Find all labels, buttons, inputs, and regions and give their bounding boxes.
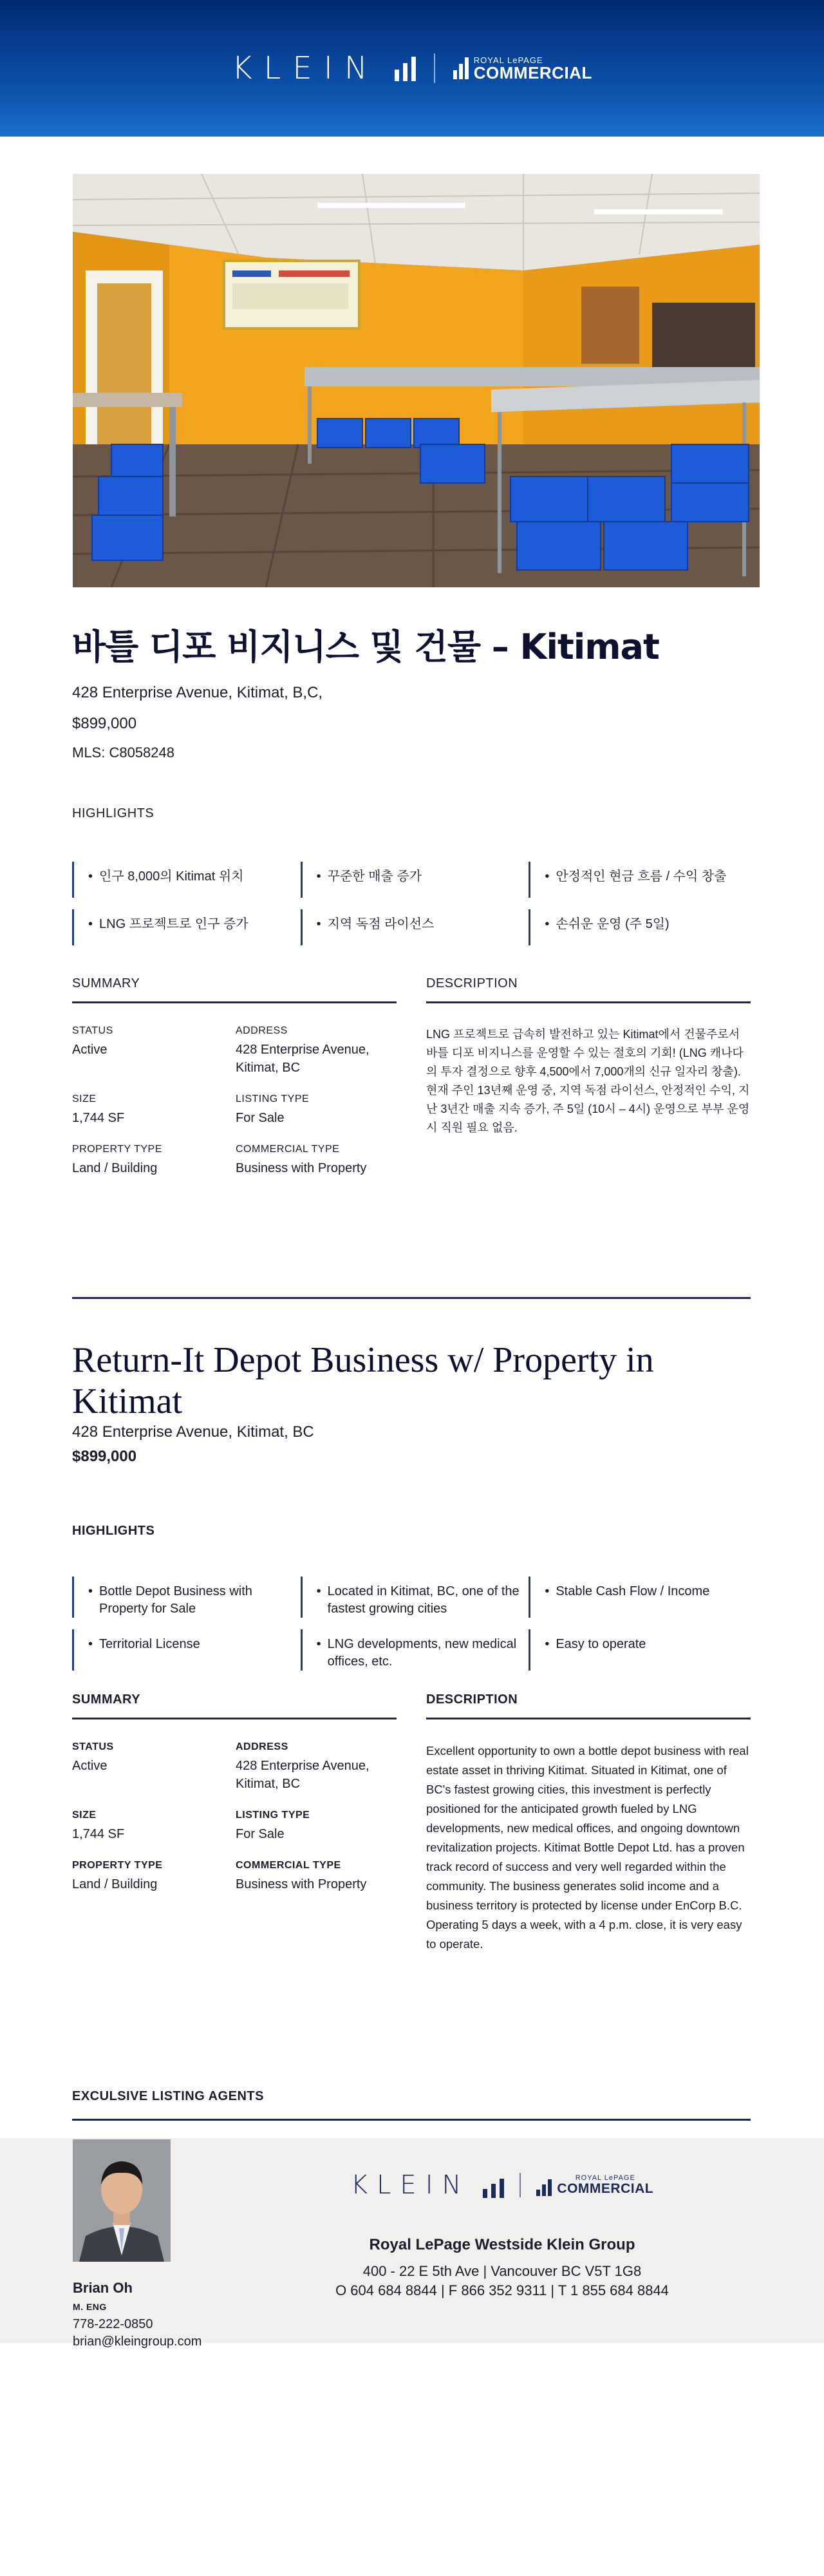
agents-divider [72, 2119, 751, 2121]
logo-divider [434, 53, 435, 83]
list-item: • Bottle Depot Business with Property for Sale [72, 1577, 294, 1618]
agent-info [73, 2280, 201, 2349]
korean-price: $899,000 [72, 715, 137, 732]
list-item: • 안정적인 현금 흐름 / 수익 창출 [529, 862, 751, 898]
list-item: • LNG developments, new medical offices, etc. [301, 1629, 523, 1671]
english-description-text: Excellent opportunity to own a bottle depot business with real estate asset in thriving Kitimat. Situated in Kitimat, one of BC's fastest growing cities, this investment is perfectly positioned for the anticipated growth fueled by LNG developments, new medical offices, and ongoing downtown revitalization projects. Kitimat Bottle Depot Ltd. has a proven track record of success and very well regarded within the community. The business generates solid income and a business territory is protected by license under EnCorp B.C. Operating 5 days a week, with a 4 p.m. close, it is very easy to operate. [426, 1744, 749, 1951]
english-description [426, 1692, 751, 1954]
list-item: • LNG 프로젝트로 인구 증가 [72, 909, 294, 945]
klein-wordmark: KLEIN [350, 2170, 471, 2200]
size-value: 1,744 SF [72, 1827, 125, 1841]
english-highlights-list [72, 1577, 751, 1671]
list-item: • 인구 8,000의 Kitimat 위치 [72, 862, 294, 898]
royal-lepage-logo [453, 56, 592, 81]
english-description-heading: DESCRIPTION [426, 1692, 751, 1719]
korean-listing-title: 바틀 디포 비지니스 및 건물 – Kitimat [72, 627, 659, 667]
list-item: • Territorial License [72, 1629, 294, 1671]
klein-bars-icon [483, 2172, 504, 2198]
property-photo [73, 174, 760, 587]
address-value: 428 Enterprise Avenue, Kitimat, BC [236, 1043, 370, 1075]
office-name: Royal LePage Westside Klein Group [369, 2236, 635, 2253]
list-item: • 손쉬운 운영 (주 5일) [529, 909, 751, 945]
agents-heading: EXCULSIVE LISTING AGENTS [72, 2089, 264, 2103]
list-item: • 꾸준한 매출 증가 [301, 862, 523, 898]
logo-divider [520, 2173, 521, 2197]
commercial-type-value: Business with Property [236, 1161, 367, 1175]
english-address: 428 Enterprise Avenue, Kitimat, BC [72, 1423, 314, 1441]
list-item: • Easy to operate [529, 1629, 751, 1671]
status-value: Active [72, 1043, 108, 1057]
english-summary: SUMMARY STATUS Active ADDRESS 428 Enterprise Avenue, Kitimat, BC SIZE 1,744 SF LISTING TYPE For Sale PROPERTY TYPE Land / Building COMMERCIAL TYPE Business with Property [72, 1692, 397, 1954]
english-price: $899,000 [72, 1448, 137, 1465]
property-type-value: Land / Building [72, 1877, 158, 1891]
korean-address: 428 Enterprise Avenue, Kitimat, B,C, [72, 684, 323, 701]
agent-phone[interactable]: 778-222-0850 [73, 2317, 153, 2331]
korean-summary-heading: SUMMARY [72, 976, 397, 1003]
korean-description-text: LNG 프로젝트로 급속히 발전하고 있는 Kitimat에서 건물주로서 바틀 디포 비지니스를 운영할 수 있는 절호의 기회! (LNG 캐나다의 투자 결정으로 향후 4,500에서 7,000개의 신규 일자리 창출). 현재 주인 13년째 운영 중, 지역 독점 라이선스, 안정적인 수익, 지난 3년간 매출 지속 증가, 주 5일 (10시 – 4시) 운영으로 부부 운영 시 직원 필요 없음. [426, 1028, 750, 1134]
agent-email[interactable]: brian@kleingroup.com [73, 2334, 202, 2349]
korean-mls-number: MLS: C8058248 [72, 744, 174, 761]
office-logo [258, 2170, 747, 2200]
klein-bars-icon [395, 55, 416, 81]
listing-type-value: For Sale [236, 1827, 285, 1841]
korean-summary: SUMMARY STATUS Active ADDRESS 428 Enterprise Avenue, Kitimat, BC SIZE 1,744 SF LISTING TYPE For Sale PROPERTY TYPE Land / Building COMMERCIAL TYPE Business with Property [72, 976, 397, 1177]
list-item: • Stable Cash Flow / Income [529, 1577, 751, 1618]
header-banner [0, 0, 824, 137]
korean-description [426, 976, 751, 1177]
royal-lepage-text: ROYAL LePAGE [473, 55, 543, 65]
commercial-text: COMMERCIAL [473, 62, 592, 82]
size-value: 1,744 SF [72, 1111, 125, 1125]
korean-highlights-heading: HIGHLIGHTS [72, 806, 154, 820]
brand-logo [232, 50, 592, 86]
list-item: • 지역 독점 라이선스 [301, 909, 523, 945]
office-contacts: O 604 684 8844 | F 866 352 9311 | T 1 855 684 8844 [335, 2282, 669, 2298]
section-divider [72, 1297, 751, 1299]
korean-highlights-list [72, 862, 751, 945]
korean-description-heading: DESCRIPTION [426, 976, 751, 1003]
klein-wordmark: KLEIN [232, 50, 379, 86]
royal-lepage-mark-icon [453, 57, 469, 79]
english-summary-heading: SUMMARY [72, 1692, 397, 1719]
commercial-type-value: Business with Property [236, 1877, 367, 1891]
status-value: Active [72, 1759, 108, 1773]
address-value: 428 Enterprise Avenue, Kitimat, BC [236, 1759, 370, 1791]
royal-lepage-logo: ROYAL LePAGE COMMERCIAL [536, 2174, 653, 2196]
property-type-value: Land / Building [72, 1161, 158, 1175]
office-address: 400 - 22 E 5th Ave | Vancouver BC V5T 1G8 [362, 2263, 642, 2279]
agent-credential: M. ENG [73, 2302, 107, 2312]
english-highlights-heading: HIGHLIGHTS [72, 1524, 155, 1538]
royal-lepage-mark-icon [536, 2174, 552, 2196]
agent-photo [73, 2139, 171, 2262]
english-listing-title: Return-It Depot Business w/ Property in Kitimat [72, 1340, 654, 1421]
list-item: • Located in Kitimat, BC, one of the fastest growing cities [301, 1577, 523, 1618]
office-info [258, 2170, 747, 2299]
agent-name: Brian Oh [73, 2280, 133, 2296]
listing-type-value: For Sale [236, 1111, 285, 1125]
